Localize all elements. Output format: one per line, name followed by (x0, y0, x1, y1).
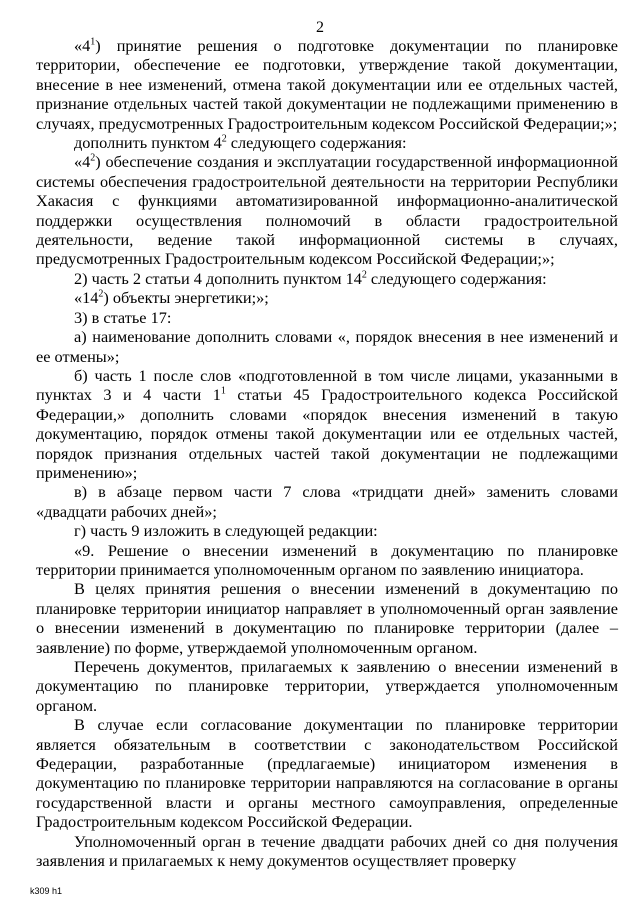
paragraph: В целях принятия решения о внесении изменений в документацию по планировке территории инициатор направляет в уполномоченный орган заявление о внесении изменений в документацию по планировке территории (далее – заявление) по форме, утверждаемой уполномоченным органом. (36, 579, 618, 657)
paragraph: В случае если согласование документации по планировке территории является обязательным в соответствии с законодательством Российской Федерации, разработанные (предлагаемые) инициатором изменения в документацию по планировке территории направляются на согласование в органы государственной власти и органы местного самоуправления, определенные Градостроительным кодексом Российской Федерации. (36, 715, 618, 832)
paragraph: «$4^2$) обеспечение создания и эксплуатации государственной информационной системы обеспечения градостроительной деятельности на территории Республики Хакасия с функциями автоматизированной информационно-аналитической поддержки осуществления полномочий в области градостроительной деятельности, ведение такой информационной системы в случаях, предусмотренных Градостроительным кодексом Российской Федерации;»; (36, 152, 618, 269)
paragraph: «$14^2$) объекты энергетики;»; (74, 288, 269, 308)
paragraph: Перечень документов, прилагаемых к заявлению о внесении изменений в документацию по планировке территории, утверждается уполномоченным органом. (36, 657, 618, 715)
paragraph: Уполномоченный орган в течение двадцати рабочих дней со дня получения заявления и прилагаемых к нему документов осуществляет проверку (36, 831, 618, 871)
paragraph: 3) в статье 17: (74, 307, 172, 327)
document-body (36, 36, 618, 870)
paragraph: в) в абзаце первом части 7 слова «тридцати дней» заменить словами «двадцати рабочих дней»; (36, 482, 618, 521)
footer-code: k309 h1 (30, 886, 63, 896)
paragraph: г) часть 9 изложить в следующей редакции: (74, 521, 378, 541)
paragraph: 2) часть 2 статьи 4 дополнить пунктом $14^2$ следующего содержания: (74, 268, 547, 288)
paragraph: б) часть 1 после слов «подготовленной в том числе лицами, указанными в пунктах 3 и 4 части $1^1$ статьи 45 Градостроительного кодекса Российской Федерации,» дополнить словами «порядок внесения изменений в такую документацию, порядок отмены такой документации или ее отдельных частей, порядок признания отдельных частей такой документации не подлежащими применению»; (36, 365, 619, 482)
paragraph: «$4^1$) принятие решения о подготовке документации по планировке территории, обеспечение ее подготовки, утверждение такой документации, внесение в нее изменений, отмена такой документации или ее отдельных частей, признание отдельных частей такой документации не подлежащими применению в случаях, предусмотренных Градостроительным кодексом Российской Федерации;»; (36, 36, 618, 133)
paragraph: «9. Решение о внесении изменений в документацию по планировке территории принимается уполномоченным органом по заявлению инициатора. (36, 540, 618, 579)
paragraph: а) наименование дополнить словами «, порядок внесения в нее изменений и ее отмены»; (36, 327, 618, 366)
page-number: 2 (316, 19, 324, 36)
paragraph: дополнить пунктом $4^2$ следующего содержания: (74, 133, 407, 153)
